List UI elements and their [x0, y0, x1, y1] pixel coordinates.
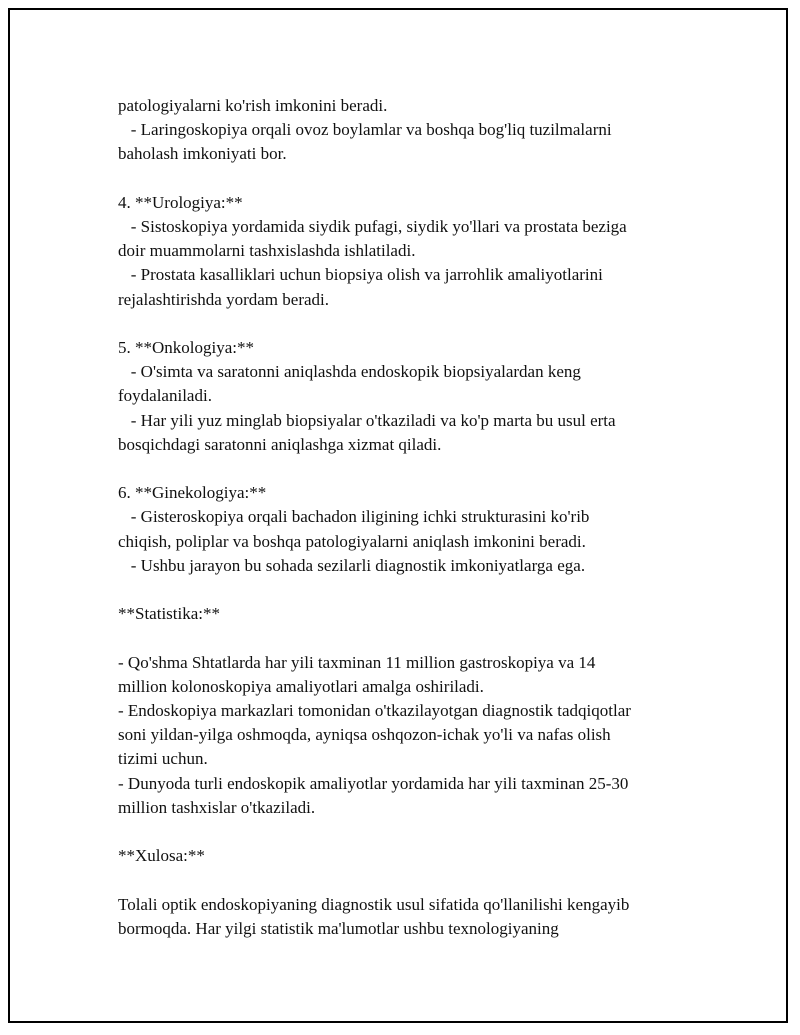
text-line: rejalashtirishda yordam beradi. [118, 289, 330, 309]
text-line: bosqichdagi saratonni aniqlashga xizmat qiladi. [118, 434, 442, 454]
text-line [118, 578, 693, 602]
text-line: patologiyalarni ko'rish imkonini beradi. [118, 96, 388, 115]
text-line: - O'simta va saratonni aniqlashda endoskopik biopsiyalardan keng [118, 362, 581, 382]
text-line: - Endoskopiya markazlari tomonidan o'tkazilayotgan diagnostik tadqiqotlar [118, 701, 631, 720]
text-line: 4. **Urologiya:** [118, 192, 243, 212]
text-line: - Har yili yuz minglab biopsiyalar o'tkaziladi va ko'p marta bu usul erta [118, 410, 616, 430]
text-line: - Laringoskopiya orqali ovoz boylamlar va boshqa bog'liq tuzilmalarni [118, 120, 612, 140]
text-line: Tolali optik endoskopiyaning diagnostik usul sifatida qo'llanilishi kengayib [118, 894, 630, 914]
text-line [118, 167, 693, 191]
text-line: - Prostata kasalliklari uchun biopsiya olish va jarrohlik amaliyotlarini [118, 265, 603, 285]
text-line: soni yildan-yilga oshmoqda, ayniqsa oshqozon-ichak yo'li va nafas olish [118, 725, 611, 745]
text-line: bormoqda. Har yilgi statistik ma'lumotlar ushbu texnologiyaning [118, 918, 559, 938]
text-line: tizimi uchun. [118, 749, 208, 769]
document-page [8, 8, 788, 1023]
text-line: 5. **Onkologiya:** [118, 338, 254, 357]
text-line: **Xulosa:** [118, 846, 205, 866]
text-line: **Statistika:** [118, 604, 220, 624]
text-line [118, 868, 693, 892]
document-body [118, 94, 693, 941]
text-line: - Ushbu jarayon bu sohada sezilarli diagnostik imkoniyatlarga ega. [118, 555, 586, 575]
text-line [118, 820, 693, 844]
text-line: foydalaniladi. [118, 386, 212, 406]
text-line [118, 626, 693, 650]
text-line: million tashxislar o'tkaziladi. [118, 797, 316, 817]
text-line: 6. **Ginekologiya:** [118, 483, 267, 503]
text-line [118, 457, 693, 481]
text-line: baholash imkoniyati bor. [118, 144, 287, 164]
text-line: - Qo'shma Shtatlarda har yili taxminan 11 million gastroskopiya va 14 [118, 652, 596, 672]
text-line: - Sistoskopiya yordamida siydik pufagi, siydik yo'llari va prostata beziga [118, 217, 627, 236]
text-line: chiqish, poliplar va boshqa patologiyalarni aniqlash imkonini beradi. [118, 531, 586, 551]
text-line: - Gisteroskopiya orqali bachadon iligining ichki strukturasini ko'rib [118, 507, 590, 527]
text-line: million kolonoskopiya amaliyotlari amalga oshiriladi. [118, 676, 484, 696]
text-line: doir muammolarni tashxislashda ishlatiladi. [118, 241, 416, 261]
text-line: - Dunyoda turli endoskopik amaliyotlar yordamida har yili taxminan 25-30 [118, 773, 629, 793]
text-line [118, 312, 693, 336]
